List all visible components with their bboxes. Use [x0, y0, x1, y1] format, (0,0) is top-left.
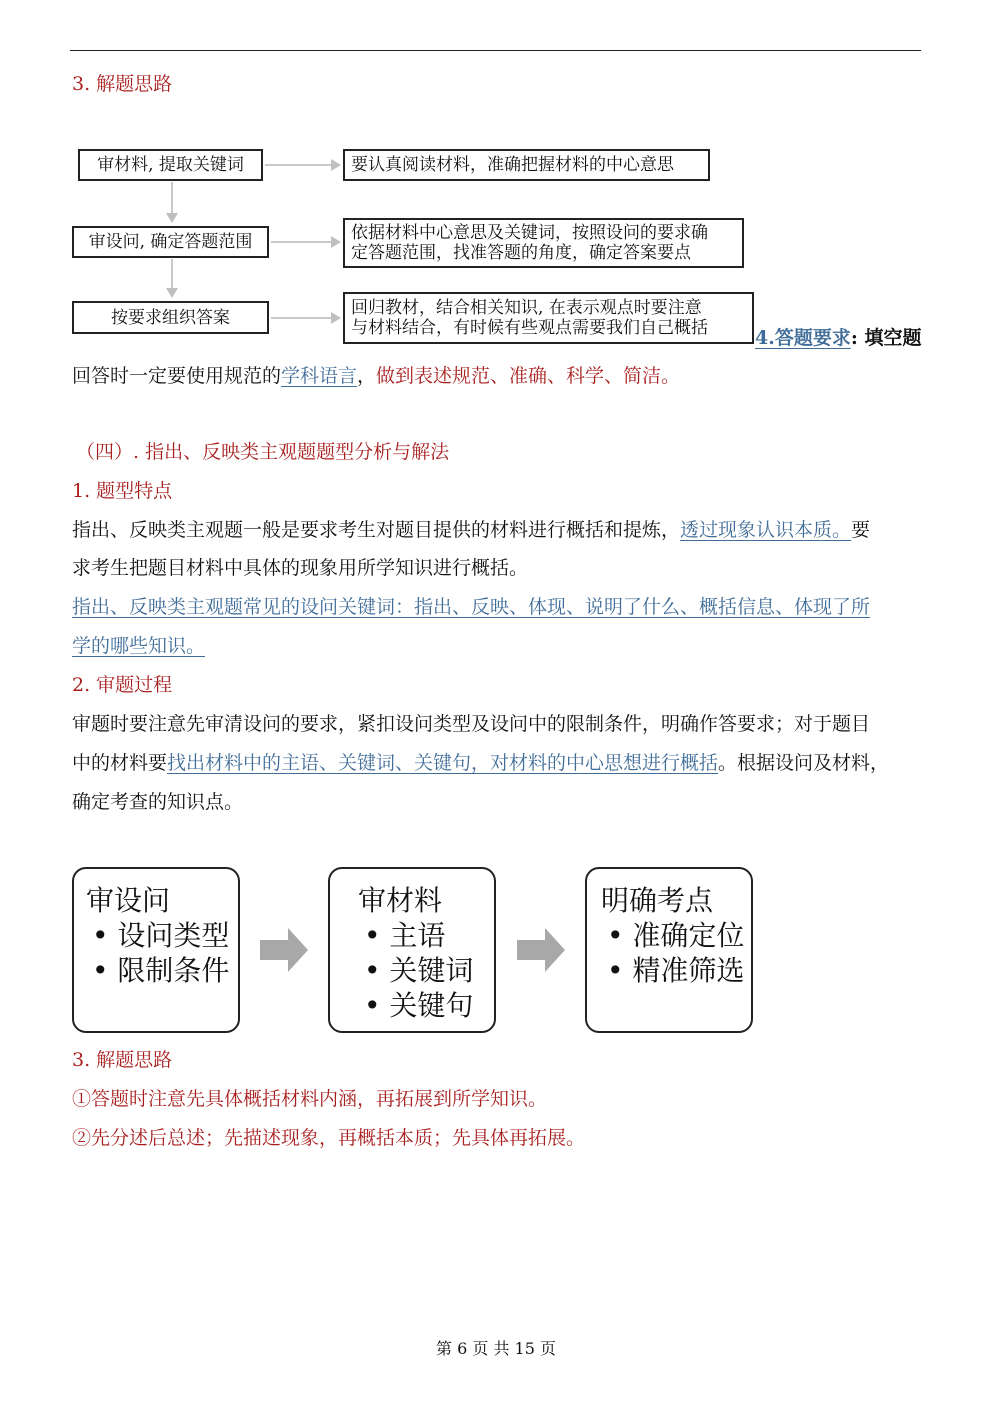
- tip-line: ①答题时注意先具体概括材料内涵，再拓展到所学知识。: [72, 1088, 548, 1110]
- desc-line: 与材料结合，有时候有些观点需要我们自己概括: [351, 318, 708, 338]
- link[interactable]: 找出材料中的主语、关键词、关键句，对材料的中心思想进行概括: [167, 752, 719, 774]
- tip-line: ②先分述后总述；先描述现象，再概括本质；先具体再拓展。: [72, 1127, 586, 1149]
- requirement-line: [72, 364, 680, 388]
- flow-desc-2: [343, 218, 744, 268]
- flow-step-3: 按要求组织答案: [72, 301, 269, 334]
- box-item: • 设问类型: [92, 919, 230, 952]
- section-heading: 2. 审题过程: [72, 674, 173, 696]
- link[interactable]: 透过现象认识本质。: [680, 519, 852, 541]
- arrow-line: [171, 182, 173, 214]
- block-arrow-icon: [260, 928, 308, 972]
- paragraph-line: 审题时要注意先审清设问的要求，紧扣设问类型及设问中的限制条件，明确作答要求；对于题目: [72, 713, 871, 735]
- box-item: • 主语: [364, 919, 446, 952]
- arrow-down-icon: [166, 288, 178, 298]
- requirement-link[interactable]: 4.答题要求: [755, 327, 851, 349]
- desc-line: 依据材料中心意思及关键词，按照设问的要求确: [351, 223, 708, 243]
- arrow-head-icon: [331, 236, 341, 248]
- text: 回答时一定要使用规范的: [72, 365, 282, 387]
- box-item: • 限制条件: [92, 954, 230, 987]
- arrow-down-icon: [166, 213, 178, 223]
- answer-requirement: [755, 326, 921, 350]
- box-item: • 精准筛选: [607, 954, 745, 987]
- process-box-3: [585, 867, 753, 1033]
- box-title: 审材料: [358, 884, 443, 917]
- header-rule: [70, 50, 921, 51]
- requirement-text: : 填空题: [850, 327, 922, 349]
- flow-desc-3: [343, 292, 754, 344]
- flow-step-1: 审材料, 提取关键词: [78, 149, 263, 181]
- desc-line: 回归教材，结合相关知识, 在表示观点时要注意: [351, 298, 702, 318]
- paragraph-line: 确定考查的知识点。: [72, 791, 244, 813]
- flow-step-2: 审设问, 确定答题范围: [72, 226, 269, 258]
- arrow-head-icon: [331, 312, 341, 324]
- paragraph-line: [72, 751, 889, 775]
- paragraph-line: 求考生把题目材料中具体的现象用所学知识进行概括。: [72, 557, 529, 579]
- box-item: • 关键句: [364, 989, 474, 1022]
- arrow-line: [171, 259, 173, 289]
- section-heading: 1. 题型特点: [72, 480, 173, 502]
- text: 中的材料要: [72, 752, 168, 774]
- section-heading: 3. 解题思路: [72, 73, 173, 95]
- text: 要: [851, 519, 871, 541]
- page-number: 第 6 页 共 15 页: [436, 1339, 556, 1358]
- keywords-link[interactable]: 指出、反映类主观题常见的设问关键词：指出、反映、体现、说明了什么、概括信息、体现了所: [72, 596, 871, 618]
- flow-desc-1: 要认真阅读材料，准确把握材料的中心意思: [343, 149, 710, 181]
- part-heading: （四）. 指出、反映类主观题题型分析与解法: [76, 441, 450, 463]
- arrow-line: [271, 317, 333, 319]
- arrow-head-icon: [331, 159, 341, 171]
- box-title: 明确考点: [601, 884, 714, 917]
- link[interactable]: 学科语言: [281, 365, 358, 387]
- process-box-1: [72, 867, 240, 1033]
- text: ，: [357, 365, 377, 387]
- process-box-2: [328, 867, 496, 1033]
- arrow-line: [265, 164, 333, 166]
- box-item: • 关键词: [364, 954, 474, 987]
- arrow-line: [271, 241, 333, 243]
- text: 。根据设问及材料，: [718, 752, 890, 774]
- block-arrow-icon: [517, 928, 565, 972]
- text: 指出、反映类主观题一般是要求考生对题目提供的材料进行概括和提炼，: [72, 519, 681, 541]
- box-title: 审设问: [86, 884, 171, 917]
- section-heading: 3. 解题思路: [72, 1049, 173, 1071]
- paragraph-line: [72, 518, 870, 542]
- box-item: • 准确定位: [607, 919, 745, 952]
- keywords-link[interactable]: 学的哪些知识。: [72, 635, 206, 657]
- desc-line: 定答题范围，找准答题的角度，确定答案要点: [351, 243, 691, 263]
- emphasis: 做到表述规范、准确、科学、简洁。: [376, 365, 681, 387]
